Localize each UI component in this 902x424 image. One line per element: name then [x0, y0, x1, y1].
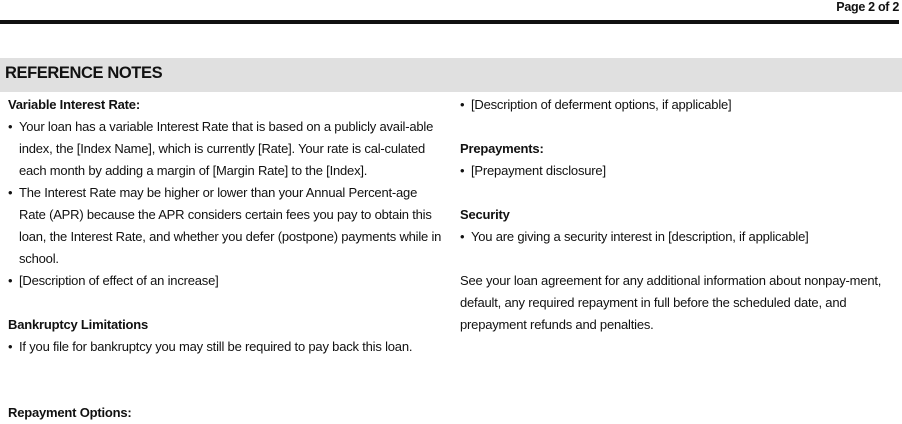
list-item-text: You are giving a security interest in [description, if applicable]: [471, 229, 809, 244]
list-item-text: [Description of deferment options, if applicable]: [471, 97, 732, 112]
security-heading: Security: [460, 207, 510, 222]
list-item: [8, 116, 444, 182]
list-item: [8, 182, 444, 270]
list-item: [460, 160, 900, 182]
bankruptcy-heading: Bankruptcy Limitations: [8, 317, 149, 332]
spacer: [8, 358, 444, 402]
header-rule: [0, 20, 899, 24]
list-item: [460, 94, 900, 116]
bullet-icon: •: [8, 273, 13, 288]
list-item-text: Your loan has a variable Interest Rate that is based on a publicly avail-able index, the [Index Name], which is currently [Rate]. Your rate is cal-culated each month by adding a margin of [Margin Rate] to the [Index].: [19, 119, 434, 178]
right-column: [460, 94, 900, 336]
spacer: [460, 248, 900, 270]
list-item-text: The Interest Rate may be higher or lower than your Annual Percent-age Rate (APR) because the APR considers certain fees you pay to obtain this loan, the Interest Rate, and whether you defer (postpone) payments while in school.: [19, 185, 442, 266]
variable-rate-heading: Variable Interest Rate:: [8, 97, 140, 112]
list-item-text: If you file for bankruptcy you may still be required to pay back this loan.: [19, 339, 413, 354]
bullet-icon: •: [8, 339, 13, 354]
loan-agreement-note: See your loan agreement for any additional information about nonpay-ment, default, any required repayment in full before the scheduled date, and prepayment refunds and penalties.: [460, 273, 882, 332]
list-item-text: [Prepayment disclosure]: [471, 163, 606, 178]
deferment-list: [460, 94, 900, 116]
prepayments-list: [460, 160, 900, 182]
list-item: [8, 270, 444, 292]
list-item: [460, 226, 900, 248]
left-column: [8, 94, 444, 424]
section-header-bar: [0, 58, 902, 92]
spacer: [8, 292, 444, 314]
bullet-icon: •: [460, 229, 465, 244]
variable-rate-list: [8, 116, 444, 292]
security-list: [460, 226, 900, 248]
section-title: REFERENCE NOTES: [5, 64, 163, 82]
bullet-icon: •: [8, 185, 13, 200]
spacer: [460, 182, 900, 204]
prepayments-heading: Prepayments:: [460, 141, 544, 156]
spacer: [460, 116, 900, 138]
page-number: Page 2 of 2: [836, 0, 899, 14]
repayment-heading: Repayment Options:: [8, 405, 132, 420]
bullet-icon: •: [8, 119, 13, 134]
bullet-icon: •: [460, 97, 465, 112]
list-item-text: [Description of effect of an increase]: [19, 273, 219, 288]
list-item: [8, 336, 444, 358]
bankruptcy-list: [8, 336, 444, 358]
bullet-icon: •: [460, 163, 465, 178]
